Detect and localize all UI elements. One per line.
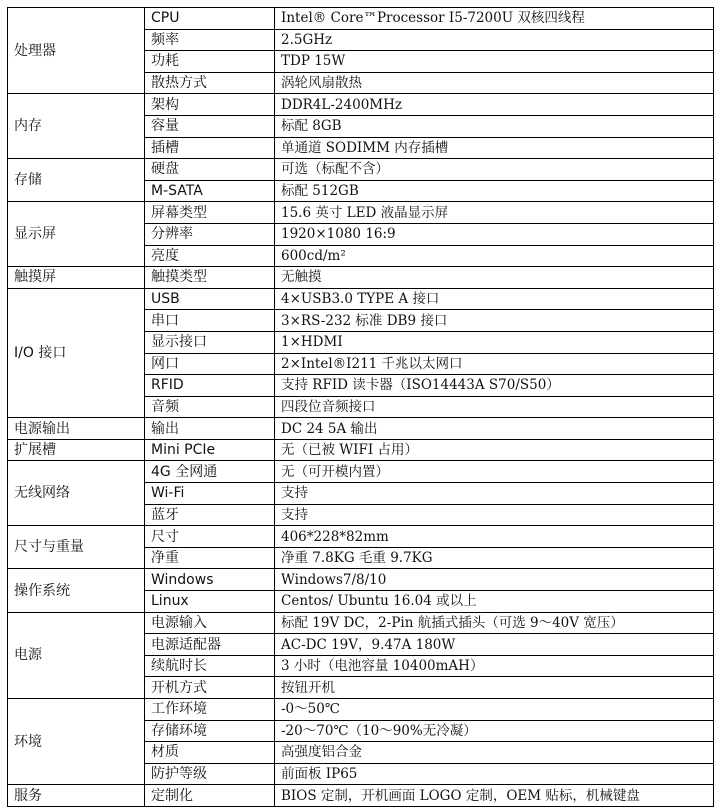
table-row xyxy=(8,569,714,591)
value-cell: 按钮开机 xyxy=(275,677,714,699)
value-cell: 高强度铝合金 xyxy=(275,742,714,764)
table-row xyxy=(8,461,714,483)
value-cell: Centos/ Ubuntu 16.04 或以上 xyxy=(275,591,714,613)
category-cell: 操作系统 xyxy=(8,569,145,612)
item-cell: 工作环境 xyxy=(145,699,275,721)
value-cell: 无（已被 WIFI 占用） xyxy=(275,439,714,461)
value-cell: 4×USB3.0 TYPE A 接口 xyxy=(275,288,714,310)
table-row xyxy=(8,526,714,548)
value-cell: 标配 19V DC，2-Pin 航插式插头（可选 9～40V 宽压） xyxy=(275,612,714,634)
value-cell: 无（可开模内置） xyxy=(275,461,714,483)
item-cell: 触摸类型 xyxy=(145,267,275,289)
value-cell: 600cd/m² xyxy=(275,245,714,267)
spec-sheet xyxy=(7,7,713,807)
item-cell: Linux xyxy=(145,591,275,613)
item-cell: 尺寸 xyxy=(145,526,275,548)
item-cell: 架构 xyxy=(145,94,275,116)
value-cell: 15.6 英寸 LED 液晶显示屏 xyxy=(275,202,714,224)
category-cell: 服务 xyxy=(8,785,145,807)
table-row xyxy=(8,439,714,461)
value-cell: 标配 8GB xyxy=(275,115,714,137)
value-cell: 406*228*82mm xyxy=(275,526,714,548)
table-row xyxy=(8,94,714,116)
value-cell: BIOS 定制，开机画面 LOGO 定制，OEM 贴标，机械键盘 xyxy=(275,785,714,807)
table-row xyxy=(8,8,714,30)
item-cell: Windows xyxy=(145,569,275,591)
value-cell: 支持 RFID 读卡器（ISO14443A S70/S50） xyxy=(275,375,714,397)
item-cell: CPU xyxy=(145,8,275,30)
value-cell: 1920×1080 16:9 xyxy=(275,223,714,245)
item-cell: RFID xyxy=(145,375,275,397)
value-cell: 支持 xyxy=(275,483,714,505)
item-cell: M-SATA xyxy=(145,180,275,202)
spec-table-body xyxy=(8,8,714,807)
item-cell: 净重 xyxy=(145,547,275,569)
item-cell: 亮度 xyxy=(145,245,275,267)
value-cell: TDP 15W xyxy=(275,51,714,73)
value-cell: -0～50℃ xyxy=(275,699,714,721)
item-cell: 串口 xyxy=(145,310,275,332)
table-row xyxy=(8,202,714,224)
table-row xyxy=(8,785,714,807)
value-cell: 涡轮风扇散热 xyxy=(275,72,714,94)
item-cell: 显示接口 xyxy=(145,331,275,353)
value-cell: 四段位音频接口 xyxy=(275,396,714,418)
value-cell: 2.5GHz xyxy=(275,29,714,51)
category-cell: 存储 xyxy=(8,159,145,202)
item-cell: 蓝牙 xyxy=(145,504,275,526)
value-cell: AC-DC 19V，9.47A 180W xyxy=(275,634,714,656)
category-cell: 触摸屏 xyxy=(8,267,145,289)
value-cell: -20～70℃（10～90%无冷凝） xyxy=(275,720,714,742)
item-cell: 插槽 xyxy=(145,137,275,159)
item-cell: 定制化 xyxy=(145,785,275,807)
category-cell: 内存 xyxy=(8,94,145,159)
value-cell: 2×Intel®I211 千兆以太网口 xyxy=(275,353,714,375)
item-cell: 续航时长 xyxy=(145,655,275,677)
category-cell: 尺寸与重量 xyxy=(8,526,145,569)
value-cell: 支持 xyxy=(275,504,714,526)
item-cell: 电源适配器 xyxy=(145,634,275,656)
item-cell: 防护等级 xyxy=(145,763,275,785)
value-cell: 1×HDMI xyxy=(275,331,714,353)
item-cell: 分辨率 xyxy=(145,223,275,245)
value-cell: Windows7/8/10 xyxy=(275,569,714,591)
value-cell: 3 小时（电池容量 10400mAH） xyxy=(275,655,714,677)
table-row xyxy=(8,288,714,310)
value-cell: DC 24 5A 输出 xyxy=(275,418,714,440)
category-cell: 电源 xyxy=(8,612,145,698)
item-cell: 音频 xyxy=(145,396,275,418)
item-cell: 开机方式 xyxy=(145,677,275,699)
item-cell: 输出 xyxy=(145,418,275,440)
value-cell: 无触摸 xyxy=(275,267,714,289)
category-cell: 显示屏 xyxy=(8,202,145,267)
value-cell: 标配 512GB xyxy=(275,180,714,202)
value-cell: 净重 7.8KG 毛重 9.7KG xyxy=(275,547,714,569)
table-row xyxy=(8,159,714,181)
value-cell: 可选（标配不含） xyxy=(275,159,714,181)
item-cell: Wi-Fi xyxy=(145,483,275,505)
value-cell: Intel® Core™Processor I5-7200U 双核四线程 xyxy=(275,8,714,30)
category-cell: 处理器 xyxy=(8,8,145,94)
item-cell: 屏幕类型 xyxy=(145,202,275,224)
item-cell: 4G 全网通 xyxy=(145,461,275,483)
item-cell: Mini PCIe xyxy=(145,439,275,461)
item-cell: 硬盘 xyxy=(145,159,275,181)
category-cell: 扩展槽 xyxy=(8,439,145,461)
table-row xyxy=(8,418,714,440)
item-cell: 材质 xyxy=(145,742,275,764)
value-cell: DDR4L-2400MHz xyxy=(275,94,714,116)
item-cell: 电源输入 xyxy=(145,612,275,634)
value-cell: 前面板 IP65 xyxy=(275,763,714,785)
item-cell: 功耗 xyxy=(145,51,275,73)
category-cell: 电源输出 xyxy=(8,418,145,440)
table-row xyxy=(8,267,714,289)
spec-table xyxy=(7,7,714,807)
category-cell: I/O 接口 xyxy=(8,288,145,418)
item-cell: 散热方式 xyxy=(145,72,275,94)
table-row xyxy=(8,612,714,634)
item-cell: USB xyxy=(145,288,275,310)
value-cell: 单通道 SODIMM 内存插槽 xyxy=(275,137,714,159)
category-cell: 无线网络 xyxy=(8,461,145,526)
item-cell: 频率 xyxy=(145,29,275,51)
value-cell: 3×RS-232 标准 DB9 接口 xyxy=(275,310,714,332)
item-cell: 网口 xyxy=(145,353,275,375)
item-cell: 存储环境 xyxy=(145,720,275,742)
table-row xyxy=(8,699,714,721)
item-cell: 容量 xyxy=(145,115,275,137)
category-cell: 环境 xyxy=(8,699,145,785)
